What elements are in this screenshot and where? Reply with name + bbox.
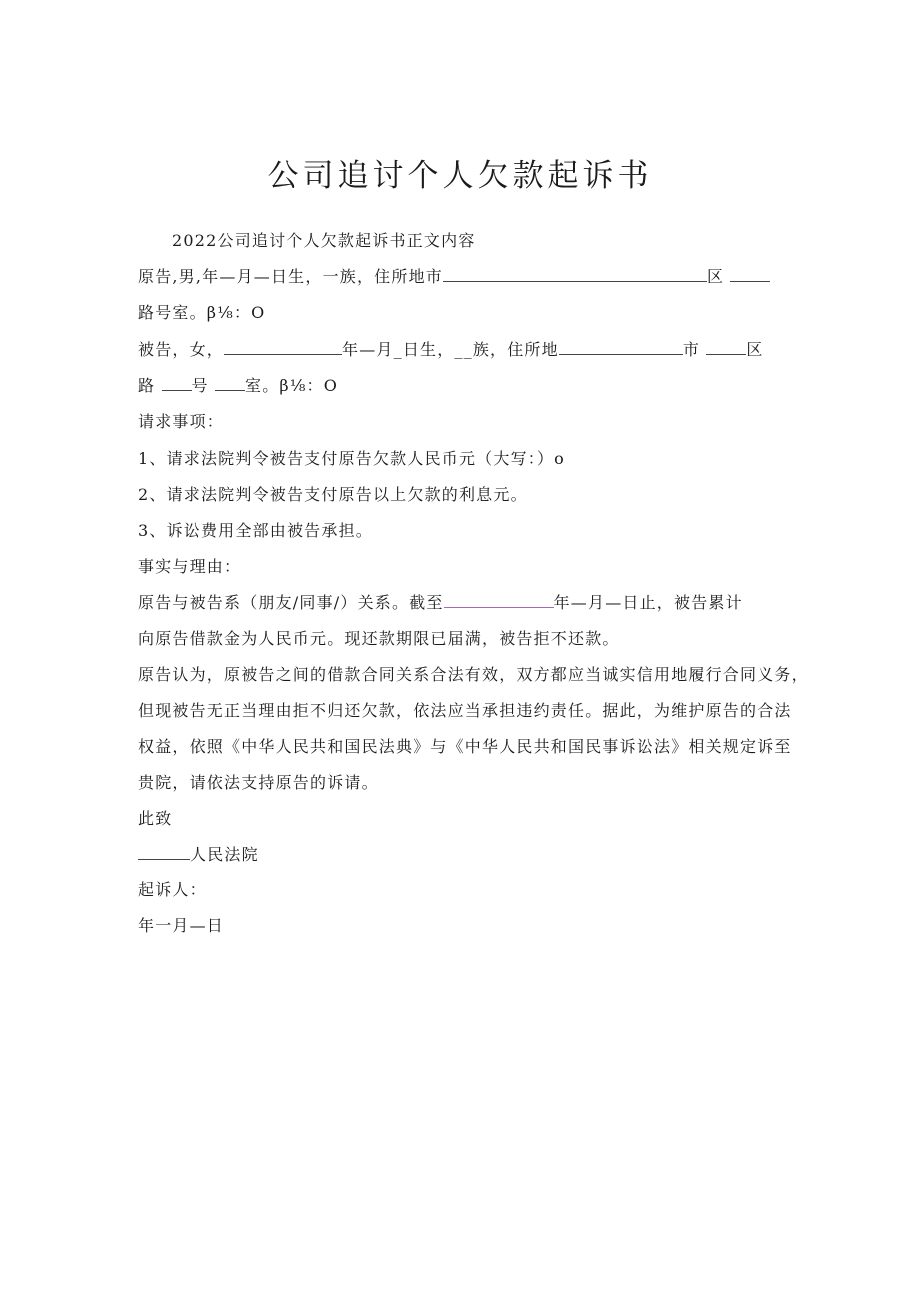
reasoning-line: 权益，依照《中华人民共和国民法典》与《中华人民共和国民事诉讼法》相关规定诉至 <box>138 737 792 756</box>
reasoning-line: 原告认为，原被告之间的借款合同关系合法有效，双方都应当诚实信用地履行合同义务， <box>138 665 809 684</box>
plaintiff-signature-label: 起诉人： <box>138 880 207 899</box>
road-blank <box>162 376 192 391</box>
defendant-line-2 <box>138 376 338 396</box>
salutation: 此致 <box>138 809 173 828</box>
defendant-birth-text: 年—月_日生，__族，住所地 <box>342 340 559 359</box>
plaintiff-info-text: 原告,男,年—月—日生，一族，住所地市 <box>138 267 443 286</box>
city-blank <box>443 267 707 282</box>
district-blank <box>730 267 770 282</box>
facts-line-1 <box>138 593 743 613</box>
document-title: 公司追讨个人欠款起诉书 <box>267 158 653 194</box>
defendant-label: 被告，女， <box>138 340 225 359</box>
signature-date: 年一月—日 <box>138 916 225 935</box>
district-label: 区 <box>706 267 725 286</box>
court-line <box>138 845 259 865</box>
plaintiff-line-2: 路号室。β⅛：O <box>138 303 266 322</box>
document-subtitle: 2022公司追讨个人欠款起诉书正文内容 <box>172 231 476 250</box>
reasoning-line: 但现被告无正当理由拒不归还欠款，依法应当承担违约责任。据此，为维护原告的合法 <box>138 701 792 720</box>
room-label: 室。β⅛：O <box>245 376 339 395</box>
reasoning-line: 贵院，请依法支持原告的诉请。 <box>138 773 379 792</box>
claim-item: 3、诉讼费用全部由被告承担。 <box>138 521 373 540</box>
number-label: 号 <box>191 376 209 395</box>
claim-item: 2、请求法院判令被告支付原告以上欠款的利息元。 <box>138 485 528 504</box>
defendant-name-blank <box>224 340 342 355</box>
court-blank <box>138 845 190 860</box>
relationship-text: 原告与被告系（朋友/同事/）关系。截至 <box>138 593 444 612</box>
date-blank <box>444 593 554 608</box>
claims-heading: 请求事项： <box>138 412 225 431</box>
defendant-city-label: 市 <box>682 340 701 359</box>
defendant-city-blank <box>559 340 683 355</box>
number-blank <box>215 376 245 391</box>
defendant-district-blank <box>706 340 746 355</box>
road-label: 路 <box>138 376 156 395</box>
claim-item: 1、请求法院判令被告支付原告欠款人民币元（大写：）o <box>138 449 566 468</box>
court-label: 人民法院 <box>190 845 259 864</box>
facts-heading: 事实与理由： <box>138 557 242 576</box>
facts-line-2: 向原告借款金为人民币元。现还款期限已届满，被告拒不还款。 <box>138 629 620 648</box>
defendant-district-label: 区 <box>746 340 764 359</box>
plaintiff-line-1 <box>138 267 770 287</box>
defendant-line-1 <box>138 340 764 360</box>
deadline-text: 年—月—日止，被告累计 <box>553 593 743 612</box>
